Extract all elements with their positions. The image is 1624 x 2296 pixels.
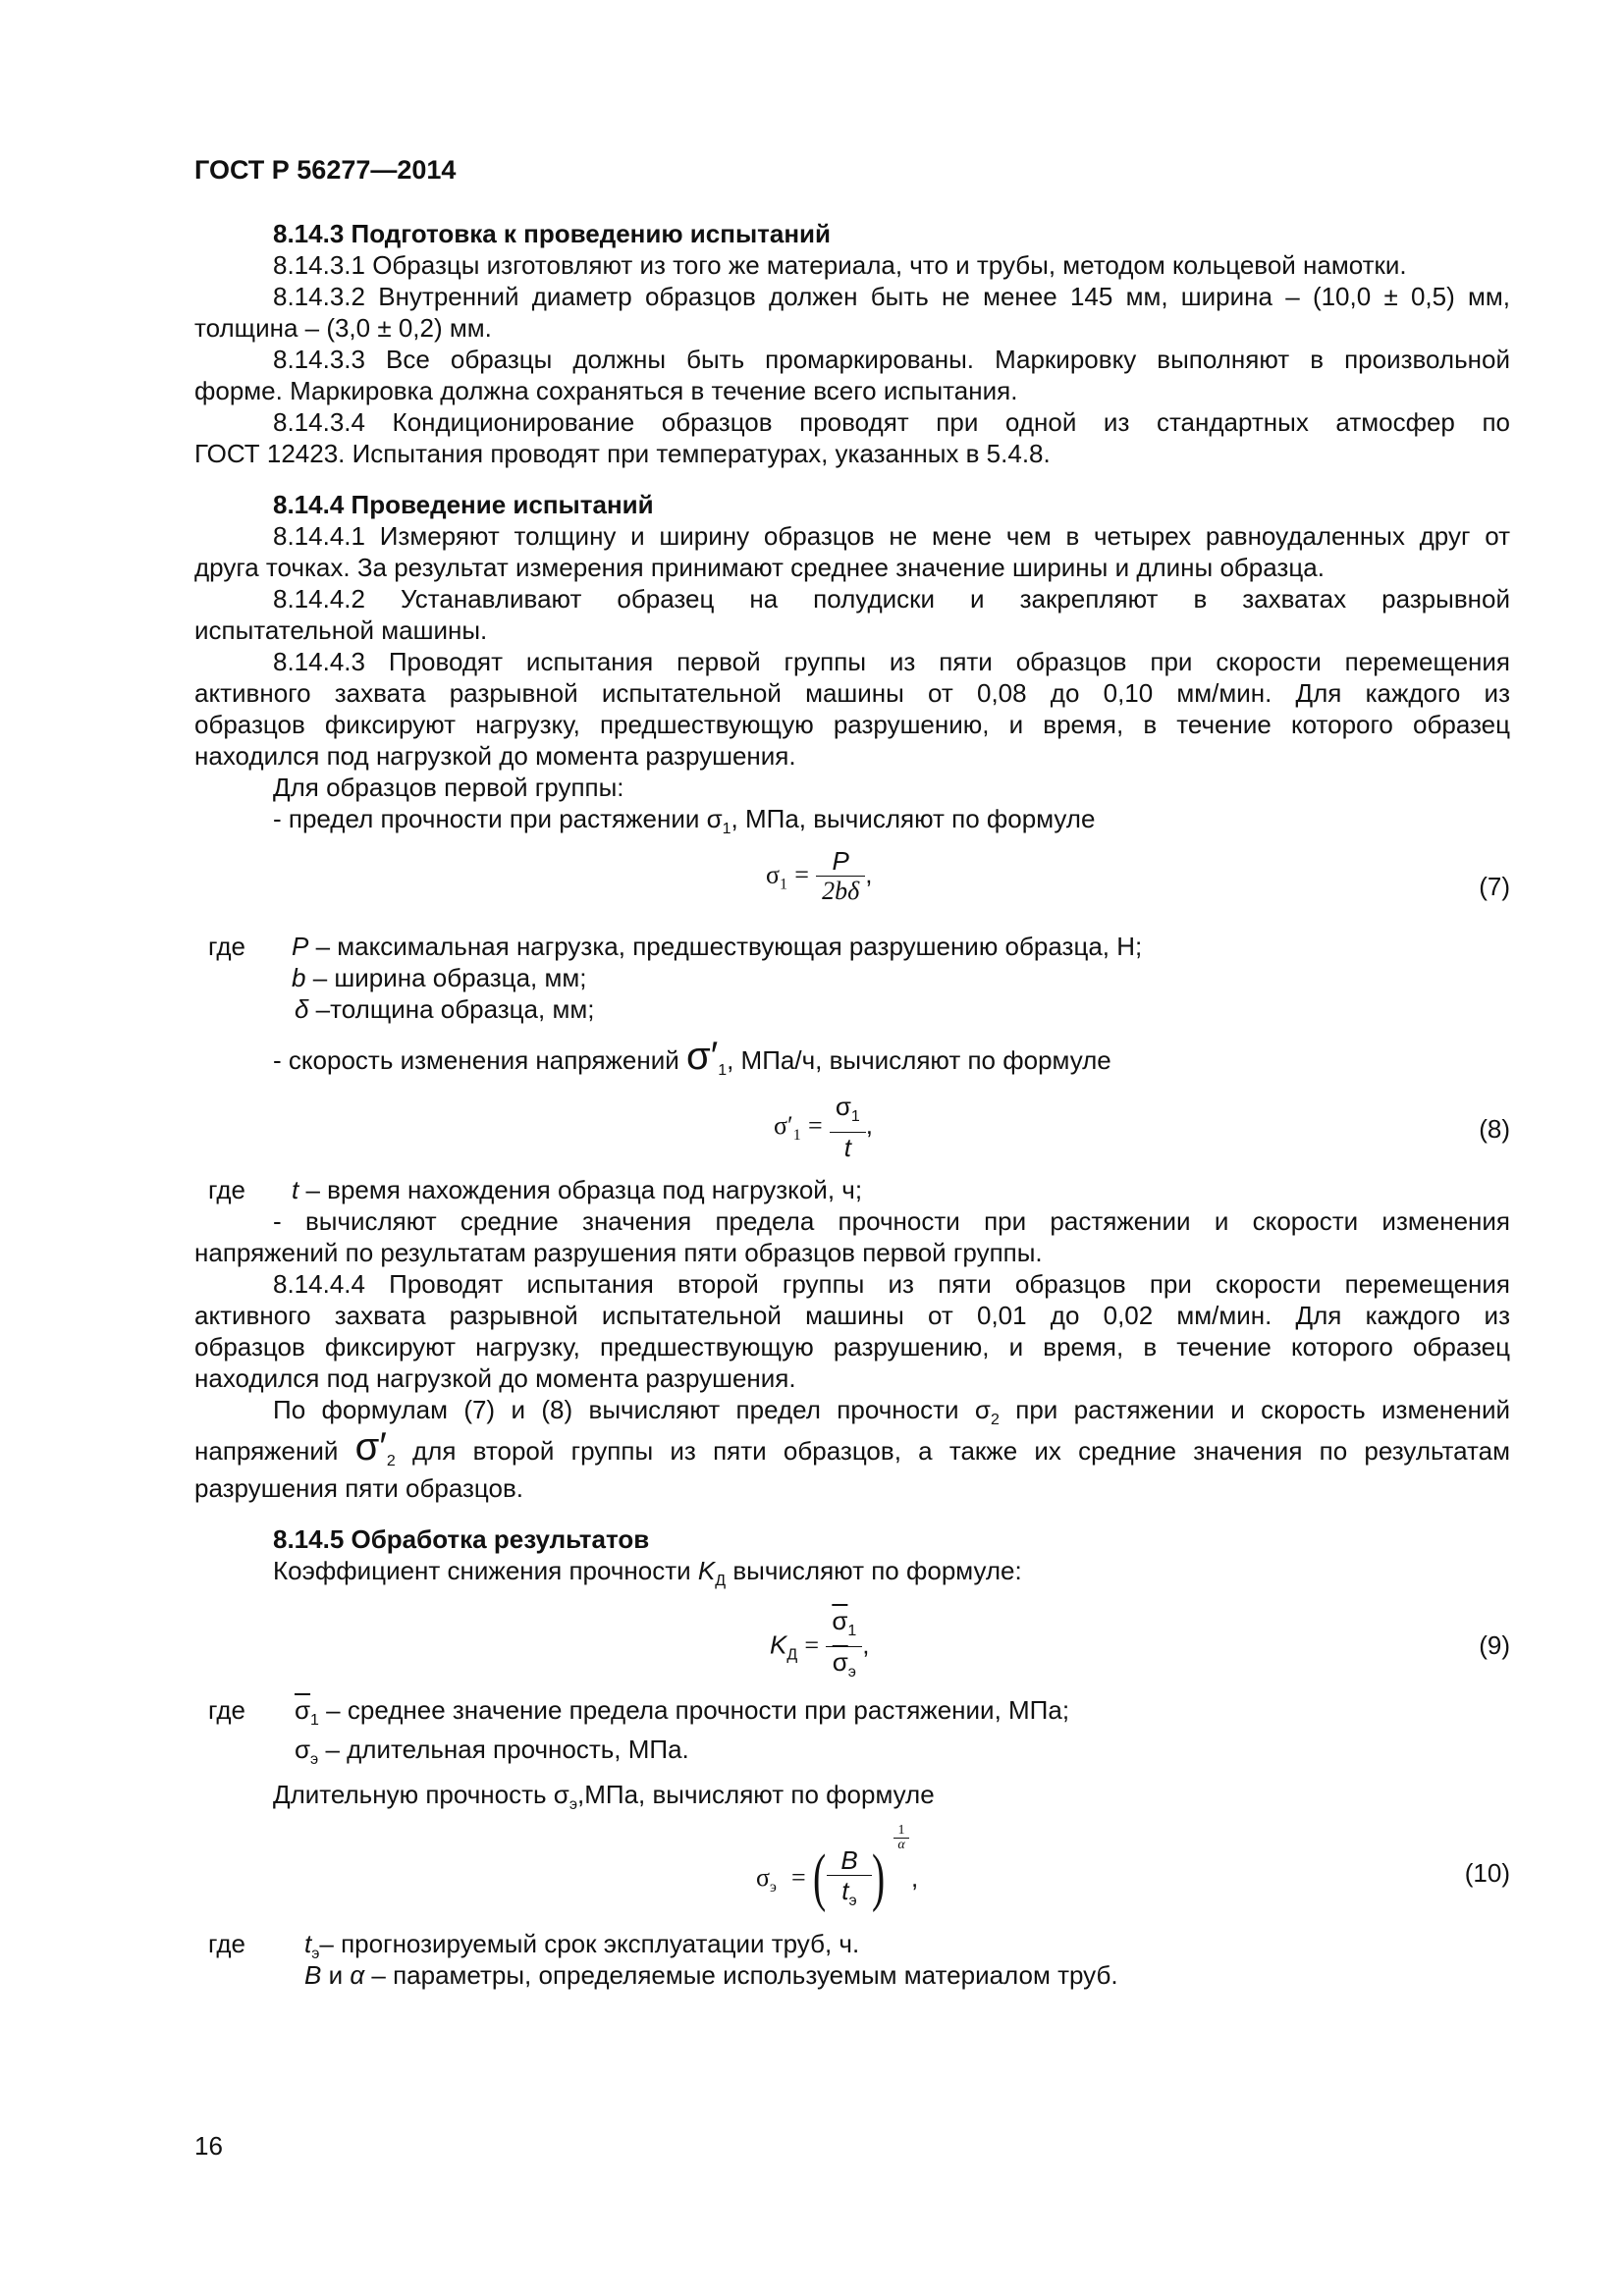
- text: –толщина образца, мм;: [308, 994, 595, 1024]
- subscript: 1: [310, 1712, 319, 1729]
- section-heading-8-14-5: 8.14.5 Обработка результатов: [273, 1524, 650, 1554]
- symbol: α: [350, 1960, 365, 1990]
- bullet-averages: [194, 1205, 1510, 1237]
- text: - предел прочности при растяжении σ: [273, 804, 723, 833]
- text-line: 8.14.3.2 Внутренний диаметр образцов должен быть не менее 145 мм, ширина – (10,0 ± 0,5) мм,: [273, 282, 1510, 311]
- subscript: 2: [386, 1453, 396, 1469]
- paragraph-8-14-4-4: [194, 1268, 1510, 1362]
- bullet-strength: [273, 803, 1095, 845]
- definition-sigma-1: [295, 1694, 1069, 1736]
- symbol: $\overline{\sigma}$: [832, 1606, 848, 1635]
- paragraph-8-14-3-3: [194, 344, 1510, 375]
- definition-t: [292, 1174, 862, 1205]
- equals: =: [791, 1863, 806, 1892]
- symbol: σ′: [354, 1425, 387, 1468]
- symbol: σ: [835, 1092, 851, 1121]
- where-label: где: [208, 1175, 245, 1204]
- symbol: t: [304, 1929, 312, 1958]
- equals: =: [804, 1630, 820, 1660]
- symbol: B: [304, 1960, 322, 1990]
- numerator: [830, 1092, 866, 1133]
- paragraph-8-14-3-4: [194, 406, 1510, 438]
- text: , МПа, вычисляют по формуле: [731, 804, 1096, 833]
- text-line: находился под нагрузкой до момента разрушения.: [194, 741, 796, 771]
- text: – ширина образца, мм;: [305, 963, 587, 992]
- paren-open: (: [813, 1842, 827, 1913]
- text: , МПа/ч, вычисляют по формуле: [727, 1045, 1111, 1075]
- paragraph-8-14-3-1: 8.14.3.1 Образцы изготовляют из того же материала, что и трубы, методом кольцевой намотки.: [273, 250, 1407, 280]
- text-line: ГОСТ 12423. Испытания проводят при температурах, указанных в 5.4.8.: [194, 439, 1051, 468]
- lhs: K: [770, 1629, 787, 1660]
- subscript: 1: [718, 1062, 728, 1079]
- exponent-numerator: 1: [893, 1824, 909, 1839]
- lhs: σ: [766, 860, 781, 889]
- definition-delta: [295, 993, 594, 1025]
- text: и: [321, 1960, 351, 1990]
- definition-B-alpha: [304, 1959, 1118, 1991]
- paragraph-8-14-4-3: [194, 646, 1510, 740]
- equals: =: [794, 860, 809, 889]
- symbol: b: [292, 963, 306, 992]
- subscript: э: [770, 1879, 777, 1896]
- text-line: образцов фиксируют нагрузку, предшествующую разрушению, и время, в течение которого образец: [194, 1332, 1510, 1362]
- subscript: Д: [715, 1573, 727, 1589]
- symbol: σ′: [686, 1035, 719, 1078]
- lhs: [756, 1863, 777, 1896]
- text: ,МПа, вычисляют по формуле: [577, 1780, 935, 1809]
- text: – время нахождения образца под нагрузкой, ч;: [298, 1175, 863, 1204]
- symbol: t: [841, 1876, 849, 1905]
- formula-8: [774, 1092, 873, 1162]
- paren-close: ): [872, 1842, 886, 1913]
- symbol: t: [292, 1175, 299, 1204]
- text-line: толщина – (3,0 ± 0,2) мм.: [194, 313, 492, 343]
- text-line: напряжений по результатам разрушения пяти образцов первой группы.: [194, 1238, 1043, 1267]
- paragraph-8-14-4-1: [194, 520, 1510, 552]
- comma: ,: [865, 1109, 874, 1140]
- text: Коэффициент снижения прочности: [273, 1556, 698, 1585]
- text-line: 8.14.4.2 Устанавливают образец на полудиски и закрепляют в захватах разрывной: [273, 584, 1510, 614]
- section-heading-8-14-4: 8.14.4 Проведение испытаний: [273, 490, 654, 519]
- long-term-strength-intro: [273, 1779, 935, 1821]
- equation-number-7: (7): [1479, 872, 1510, 901]
- text-line: [194, 1425, 1510, 1477]
- comma: ,: [865, 859, 873, 889]
- text-line: 8.14.4.1 Измеряют толщину и ширину образцов не мене чем в четырех равноудаленных друг от: [273, 521, 1510, 551]
- subscript: э: [847, 1664, 856, 1681]
- definition-P: [292, 931, 1142, 962]
- symbol: σ: [295, 1735, 311, 1764]
- section-heading-8-14-3: 8.14.3 Подготовка к проведению испытаний: [273, 219, 832, 248]
- exponent-denominator: α: [897, 1838, 905, 1852]
- formula-7: [766, 846, 872, 906]
- paragraph-8-14-3-2: [194, 281, 1510, 312]
- subscript: Д: [786, 1646, 798, 1664]
- definition-sigma-e: [295, 1734, 689, 1776]
- subscript: 1: [722, 821, 731, 837]
- numerator: [826, 1606, 862, 1647]
- symbol: P: [292, 932, 309, 961]
- text-line: 8.14.3.4 Кондиционирование образцов проводят при одной из стандартных атмосфер по: [273, 407, 1510, 437]
- fraction: [830, 1092, 866, 1162]
- coefficient-intro: [273, 1555, 1022, 1597]
- paragraph-formulas-7-8-cont: [194, 1425, 1510, 1477]
- group1-label: Для образцов первой группы:: [273, 773, 624, 802]
- text: По формулам (7) и (8) вычисляют предел прочности σ: [273, 1395, 991, 1424]
- text-line: друга точках. За результат измерения принимают среднее значение ширины и длины образца.: [194, 553, 1325, 582]
- subscript: 1: [850, 1108, 860, 1125]
- comma: ,: [911, 1863, 919, 1893]
- bullet-stress-rate: [273, 1035, 1111, 1087]
- numerator: B: [827, 1845, 872, 1876]
- text-line: 8.14.3.3 Все образцы должны быть промаркированы. Маркировку выполняют в произвольной: [273, 345, 1510, 374]
- exponent: [893, 1824, 909, 1852]
- denominator: [827, 1876, 872, 1916]
- subscript: 2: [990, 1412, 1000, 1428]
- text-line: активного захвата разрывной испытательной машины от 0,01 до 0,02 мм/мин. Для каждого из: [194, 1301, 1510, 1330]
- formula-10: [756, 1824, 933, 1922]
- where-label: где: [208, 1929, 245, 1958]
- text: для второй группы из пяти образцов, а также их средние значения по результатам: [395, 1436, 1510, 1466]
- symbol: $\overline{\sigma}$: [832, 1647, 848, 1677]
- text-line: - вычисляют средние значения предела прочности при растяжении и скорости изменения: [273, 1206, 1510, 1236]
- subscript: э: [311, 1946, 320, 1962]
- denominator: [826, 1647, 862, 1687]
- text: – максимальная нагрузка, предшествующая разрушению образца, Н;: [308, 932, 1143, 961]
- denominator: 2bδ: [822, 877, 860, 905]
- symbol: δ: [295, 994, 309, 1024]
- text-line: образцов фиксируют нагрузку, предшествующую разрушению, и время, в течение которого образец: [194, 710, 1510, 739]
- denominator: t: [843, 1133, 851, 1162]
- subscript: э: [848, 1893, 857, 1909]
- page-number: 16: [194, 2131, 223, 2161]
- fraction: [816, 846, 865, 906]
- lhs: σ′: [774, 1110, 793, 1140]
- equation-number-9: (9): [1479, 1630, 1510, 1660]
- text: Длительную прочность σ: [273, 1780, 569, 1809]
- equals: =: [807, 1110, 823, 1140]
- text: – прогнозируемый срок эксплуатации труб, ч.: [319, 1929, 860, 1958]
- subscript: э: [310, 1751, 319, 1768]
- definition-b: [292, 962, 586, 993]
- text-line: 8.14.4.3 Проводят испытания первой группы из пяти образцов при скорости перемещения: [273, 647, 1510, 676]
- text: – среднее значение предела прочности при растяжении, МПа;: [318, 1695, 1070, 1725]
- text: при растяжении и скорость изменений: [999, 1395, 1511, 1424]
- subscript: 1: [780, 876, 788, 893]
- subscript: э: [568, 1796, 578, 1813]
- symbol: $\overline{\sigma}$: [295, 1695, 311, 1725]
- text: напряжений: [194, 1436, 355, 1466]
- subscript: 1: [792, 1126, 801, 1144]
- text: – параметры, определяемые используемым материалом труб.: [364, 1960, 1118, 1990]
- where-label: где: [208, 932, 245, 961]
- text: – длительная прочность, МПа.: [318, 1735, 689, 1764]
- text-line: разрушения пяти образцов.: [194, 1473, 524, 1503]
- text-line: 8.14.4.4 Проводят испытания второй группы из пяти образцов при скорости перемещения: [273, 1269, 1510, 1299]
- document-id: ГОСТ Р 56277—2014: [194, 155, 457, 185]
- comma: ,: [862, 1629, 870, 1660]
- text-line: активного захвата разрывной испытательной машины от 0,08 до 0,10 мм/мин. Для каждого из: [194, 678, 1510, 708]
- text: - скорость изменения напряжений: [273, 1045, 687, 1075]
- subscript: 1: [847, 1623, 857, 1639]
- formula-9: [770, 1606, 870, 1687]
- paragraph-8-14-4-2: [194, 583, 1510, 614]
- numerator: P: [816, 846, 865, 877]
- fraction: [827, 1845, 872, 1916]
- paragraph-formulas-7-8: [194, 1394, 1510, 1436]
- symbol: σ: [756, 1863, 771, 1892]
- text-line: форме. Маркировка должна сохраняться в течение всего испытания.: [194, 376, 1018, 405]
- text-line: [194, 1394, 1510, 1436]
- text-line: испытательной машины.: [194, 615, 488, 645]
- fraction: [826, 1606, 862, 1687]
- equation-number-10: (10): [1464, 1858, 1510, 1888]
- text: вычисляют по формуле:: [726, 1556, 1022, 1585]
- symbol: K: [697, 1556, 716, 1585]
- equation-number-8: (8): [1479, 1114, 1510, 1144]
- where-label: где: [208, 1695, 245, 1725]
- text-line: находился под нагрузкой до момента разрушения.: [194, 1363, 796, 1393]
